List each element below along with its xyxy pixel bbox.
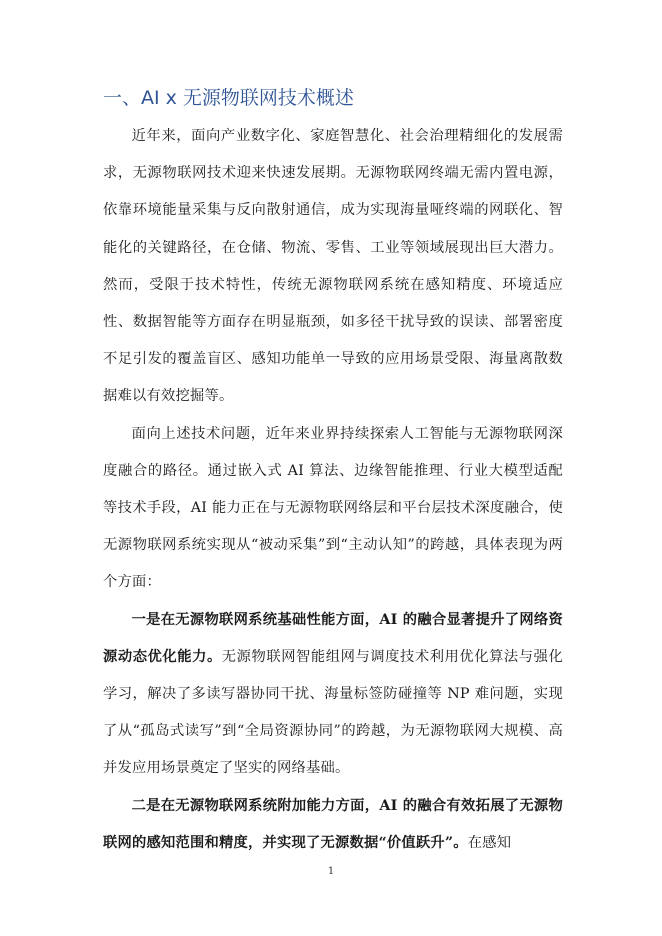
body-text: [103, 118, 563, 862]
section-heading: 一、AI x 无源物联网技术概述: [103, 87, 354, 109]
paragraph-point-one: [103, 602, 563, 788]
paragraph-text: 在感知: [467, 834, 512, 851]
paragraph-text: 面向上述技术问题，近年来业界持续探索人工智能与无源物联网深度融合的路径。通过嵌入式 AI 算法、边缘智能推理、行业大模型适配等技术手段，AI 能力正在与无源物联网络层和平台层技术深度融合，使无源物联网系统实现从“被动采集”到“主动认知”的跨越，具体表现为两个方面：: [103, 425, 563, 591]
paragraph-intro: [103, 118, 563, 416]
paragraph-text: 无源物联网智能组网与调度技术利用优化算法与强化学习，解决了多读写器协同干扰、海量标签防碰撞等 NP 难问题，实现了从“孤岛式读写”到“全局资源协同”的跨越，为无源物联网大规模、高并发应用场景奠定了坚实的网络基础。: [103, 648, 563, 777]
paragraph-text: 近年来，面向产业数字化、家庭智慧化、社会治理精细化的发展需求，无源物联网技术迎来快速发展期。无源物联网终端无需内置电源，依靠环境能量采集与反向散射通信，成为实现海量哑终端的网联化、智能化的关键路径，在仓储、物流、零售、工业等领域展现出巨大潜力。然而，受限于技术特性，传统无源物联网系统在感知精度、环境适应性、数据智能等方面存在明显瓶颈，如多径干扰导致的误读、部署密度不足引发的覆盖盲区、感知功能单一导致的应用场景受限、海量离散数据难以有效挖掘等。: [103, 128, 563, 405]
paragraph-point-two: [103, 788, 563, 862]
paragraph-lead: 一是在无源物联网系统基础性能方面，AI 的融合显著提升了网络资源动态优化能力。: [103, 611, 563, 665]
page-number: 1: [327, 866, 335, 877]
paragraph-integration: [103, 416, 563, 602]
paragraph-lead: 二是在无源物联网系统附加能力方面，AI 的融合有效拓展了无源物联网的感知范围和精度，并实现了无源数据“价值跃升”。: [103, 797, 563, 851]
